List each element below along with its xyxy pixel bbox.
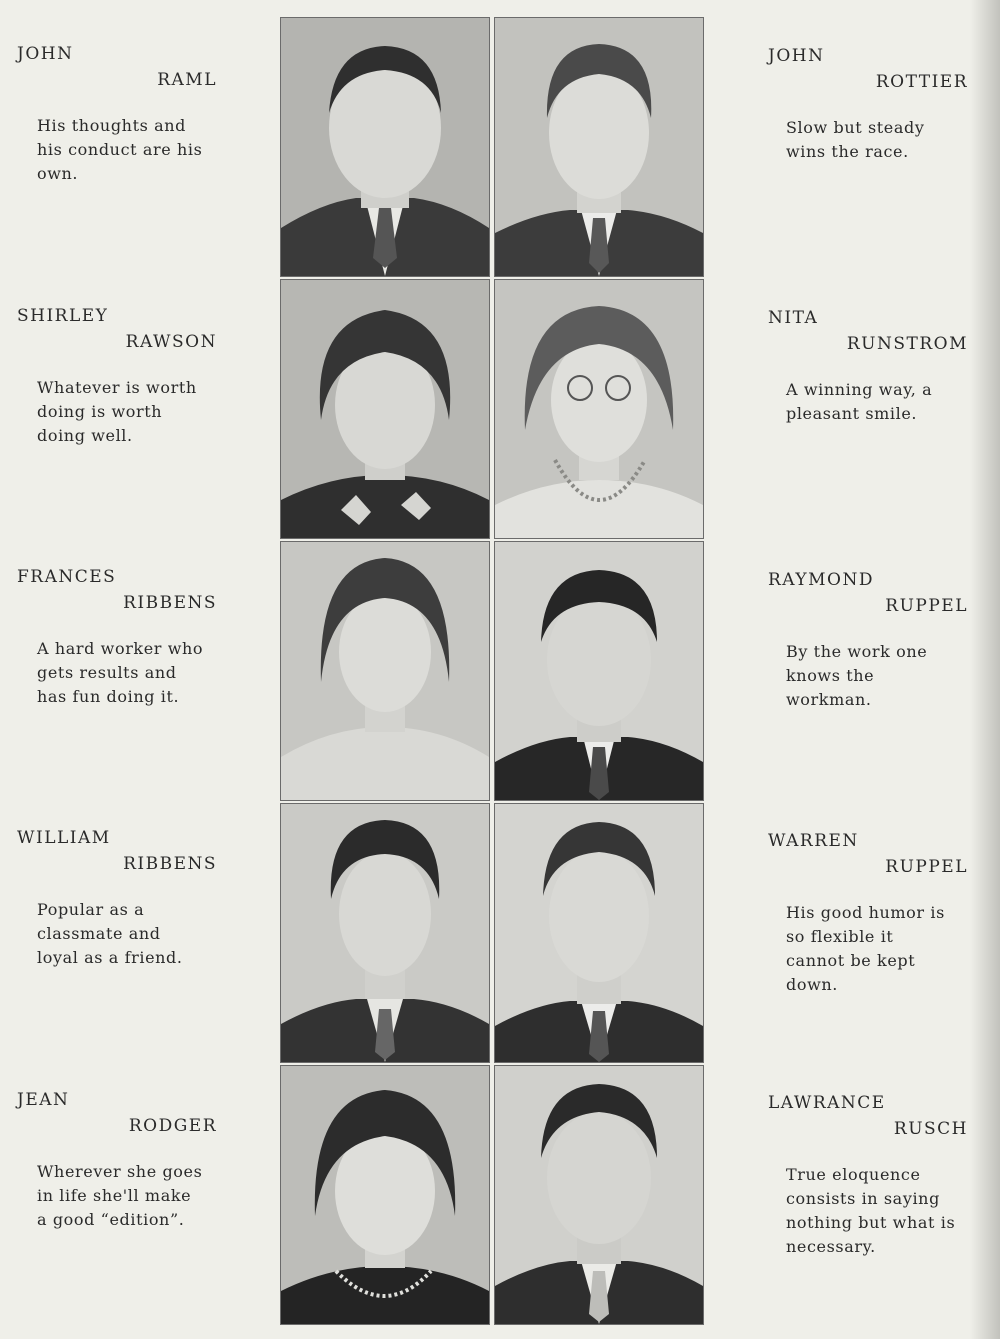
motto: True eloquence consists in saying nothing but what is necessary. [786,1165,956,1256]
student-entry-william-ribbens [17,828,217,970]
last-name: RIBBENS [123,593,217,613]
student-entry-raml [17,44,217,186]
portrait-man-icon [281,18,489,276]
first-name: RAYMOND [768,570,874,590]
last-name: RODGER [128,1116,217,1136]
page-edge-shadow [970,0,1000,1339]
portrait-man-icon [495,1066,703,1324]
student-entry-raymond-ruppel [768,570,968,712]
last-name: RUPPEL [885,596,968,616]
student-entry-runstrom [768,308,968,426]
first-name: NITA [768,308,819,328]
first-name: LAWRANCE [768,1093,886,1113]
motto: A winning way, a pleasant smile. [786,380,933,423]
portrait-man-icon [495,18,703,276]
first-name: WARREN [768,831,859,851]
first-name: JOHN [17,44,74,64]
student-entry-rusch [768,1093,968,1259]
portrait-man-icon [281,804,489,1062]
motto: By the work one knows the workman. [786,642,928,709]
portrait-photo-runstrom [495,280,703,538]
motto: His good humor is so flexible it cannot be kept down. [786,903,945,994]
last-name: RUSCH [893,1119,968,1139]
portrait-man-icon [495,542,703,800]
portrait-woman-icon [281,1066,489,1324]
first-name: JOHN [768,46,825,66]
first-name: JEAN [17,1090,70,1110]
portrait-photo-frances-ribbens [281,542,489,800]
last-name: RUPPEL [885,857,968,877]
portrait-photo-raymond-ruppel [495,542,703,800]
motto: Slow but steady wins the race. [786,118,925,161]
portrait-photo-rodger [281,1066,489,1324]
last-name: RAML [157,70,217,90]
portrait-photo-raml [281,18,489,276]
portrait-photo-rusch [495,1066,703,1324]
motto: Popular as a classmate and loyal as a friend. [37,900,183,967]
motto: His thoughts and his conduct are his own. [37,116,203,183]
motto: Whatever is worth doing is worth doing well. [37,378,197,445]
last-name: RAWSON [125,332,217,352]
student-entry-rottier [768,46,968,164]
first-name: SHIRLEY [17,306,109,326]
first-name: FRANCES [17,567,117,587]
last-name: RIBBENS [123,854,217,874]
portrait-man-icon [495,804,703,1062]
student-entry-frances-ribbens [17,567,217,709]
portrait-photo-rawson [281,280,489,538]
portrait-woman-icon [281,280,489,538]
student-entry-rodger [17,1090,217,1232]
last-name: ROTTIER [875,72,968,92]
first-name: WILLIAM [17,828,111,848]
student-entry-warren-ruppel [768,831,968,997]
student-entry-rawson [17,306,217,448]
portrait-photo-william-ribbens [281,804,489,1062]
portrait-woman-icon [281,542,489,800]
portrait-photo-warren-ruppel [495,804,703,1062]
last-name: RUNSTROM [846,334,968,354]
portrait-photo-rottier [495,18,703,276]
portrait-woman-icon [495,280,703,538]
motto: A hard worker who gets results and has fun doing it. [37,639,204,706]
motto: Wherever she goes in life she'll make a good “edition”. [37,1162,203,1229]
